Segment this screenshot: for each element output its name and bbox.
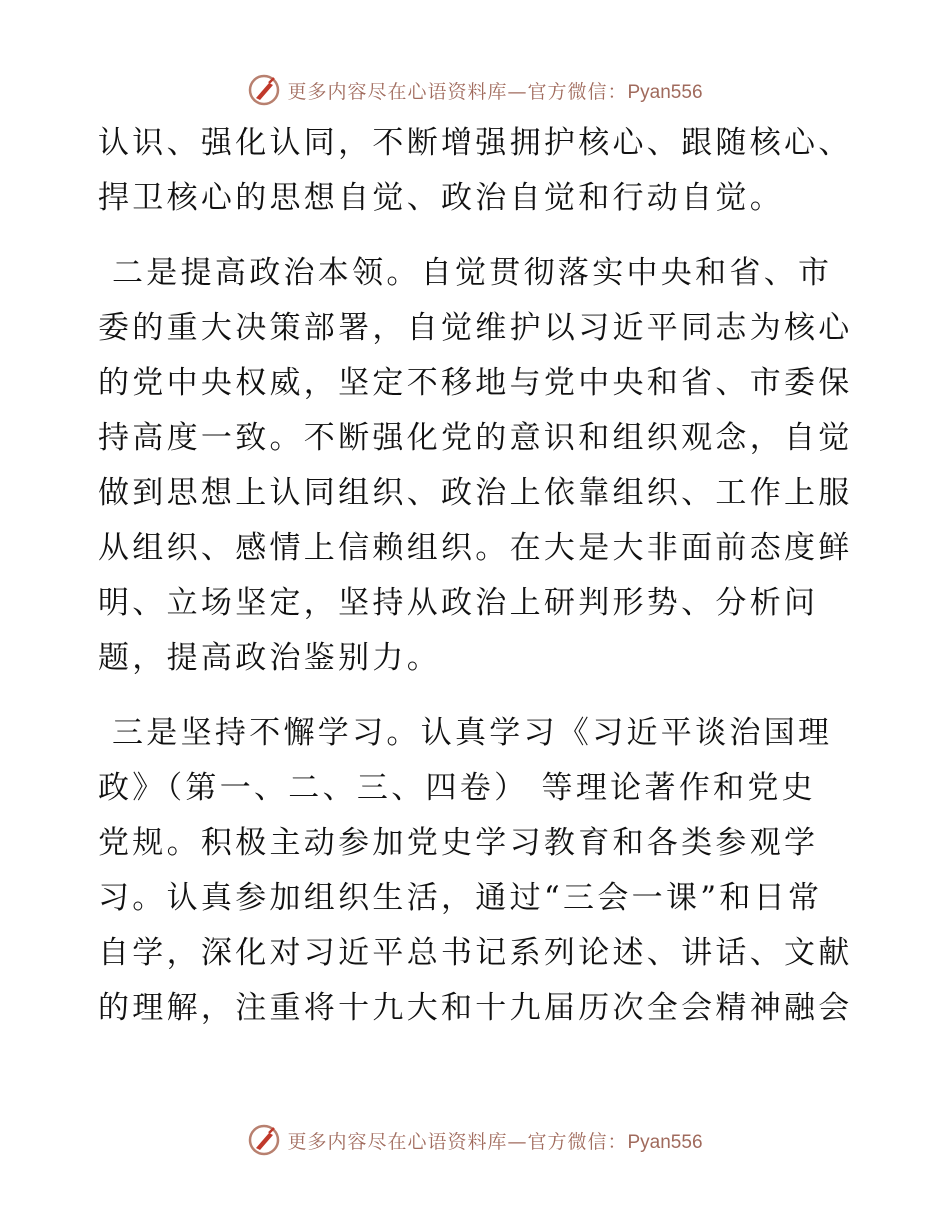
text-line: 党规。积极主动参加党史学习教育和各类参观学 (98, 825, 819, 861)
text-line: 委的重大决策部署，自觉维护以习近平同志为核心 (98, 310, 853, 346)
footer-watermark (0, 1122, 950, 1158)
paragraph-3 (98, 706, 858, 761)
text-line: 题，提高政治鉴别力。 (98, 640, 441, 676)
paragraph-1 (98, 116, 858, 226)
text-line: 三是坚持不懈学习。认真学习《习近平谈治国理 (112, 715, 833, 751)
text-line: 捍卫核心的思想自觉、政治自觉和行动自觉。 (98, 180, 784, 216)
text-line: 习。认真参加组织生活，通过“三会一课”和日常 (98, 880, 823, 916)
document-body (98, 116, 858, 1036)
paragraph-2-cont (98, 301, 858, 686)
text-line: 明、立场坚定，坚持从政治上研判形势、分析问 (98, 585, 819, 621)
paragraph-3-cont (98, 761, 858, 1036)
text-line: 自学，深化对习近平总书记系列论述、讲话、文献 (98, 935, 853, 971)
text-line: 从组织、感情上信赖组织。在大是大非面前态度鲜 (98, 530, 853, 566)
text-line: 的理解，注重将十九大和十九届历次全会精神融会 (98, 990, 853, 1026)
text-line: 二是提高政治本领。自觉贯彻落实中央和省、市 (112, 255, 833, 291)
paragraph-2 (98, 246, 858, 301)
quill-logo-icon (247, 73, 281, 107)
header-watermark (0, 72, 950, 108)
text-line: 的党中央权威，坚定不移地与党中央和省、市委保 (98, 365, 853, 401)
watermark-text: 更多内容尽在心语资料库—官方微信：Pyan556 (287, 80, 703, 103)
text-line: 政》（第一、二、三、四卷） 等理论著作和党史 (98, 770, 816, 806)
text-line: 认识、强化认同，不断增强拥护核心、跟随核心、 (98, 125, 853, 161)
quill-logo-icon (247, 1123, 281, 1157)
watermark-text: 更多内容尽在心语资料库—官方微信：Pyan556 (287, 1130, 703, 1153)
text-line: 做到思想上认同组织、政治上依靠组织、工作上服 (98, 475, 853, 511)
text-line: 持高度一致。不断强化党的意识和组织观念，自觉 (98, 420, 853, 456)
